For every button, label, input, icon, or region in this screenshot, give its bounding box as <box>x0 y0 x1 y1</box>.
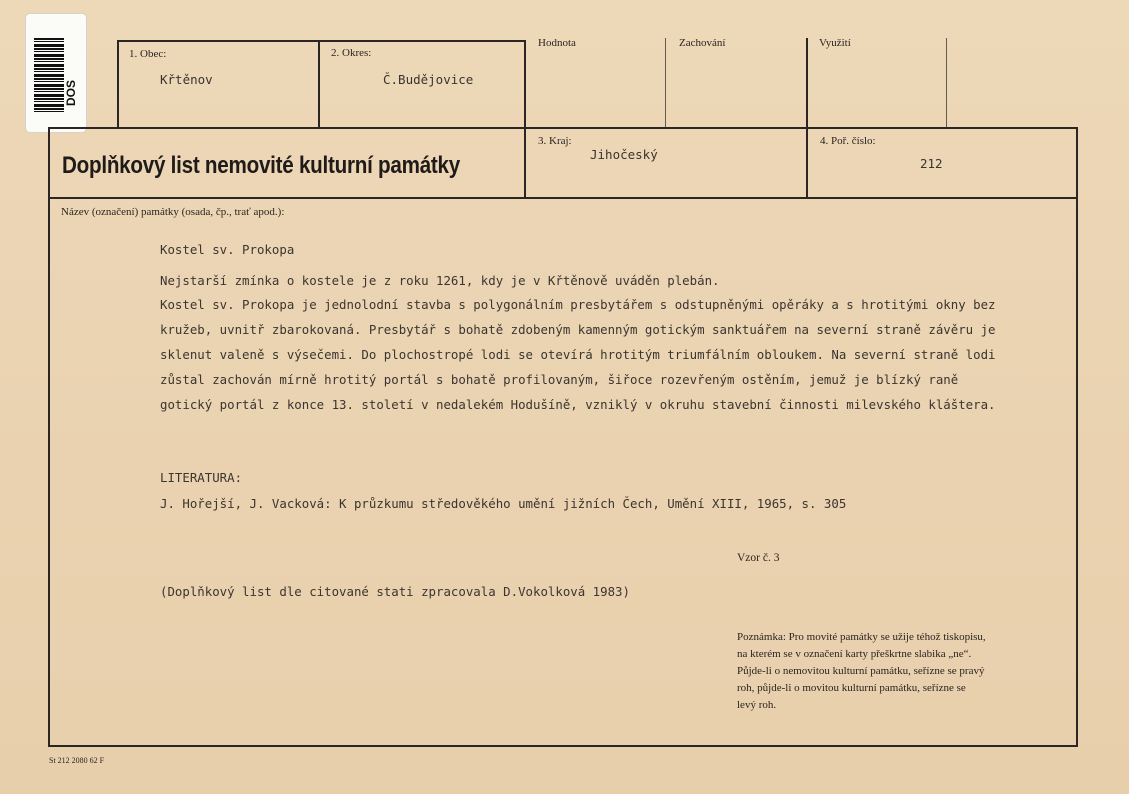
zachovani-label: Zachování <box>679 37 726 49</box>
literatura-label: LITERATURA: <box>160 470 243 485</box>
paragraph-line: sklenut valeně s výsečemi. Do plochostropé lodi se otevírá hrotitým triumfálním obloukem. Na severní straně lodi <box>160 347 996 362</box>
note-line: roh, půjde-li o movitou kulturní památku, seřízne se <box>737 682 966 694</box>
monument-name: Kostel sv. Prokopa <box>160 242 295 257</box>
rule <box>48 127 50 747</box>
rule <box>946 38 947 128</box>
rule <box>524 40 526 198</box>
rule <box>665 38 666 128</box>
kraj-value: Jihočeský <box>590 147 658 162</box>
barcode-sticker <box>25 13 87 133</box>
obec-label: 1. Obec: <box>129 48 167 60</box>
rule <box>117 40 119 128</box>
kraj-label: 3. Kraj: <box>538 135 572 147</box>
rule <box>117 40 526 42</box>
note-line: Půjde-li o nemovitou kulturní památku, seřízne se pravý <box>737 665 985 677</box>
literatura-text: J. Hořejší, J. Vacková: K průzkumu středověkého umění jižních Čech, Umění XIII, 1965, s. 305 <box>160 496 847 511</box>
paragraph-line: zůstal zachován mírně hrotitý portál s bohatě profilovaným, šiřoce rozevřeným ostěním, jemuž je blízký raně <box>160 372 959 387</box>
vzor-label: Vzor č. 3 <box>737 552 780 564</box>
form-code: St 212 2080 62 F <box>49 756 105 765</box>
rule <box>1076 127 1078 747</box>
nazev-label: Název (označení) památky (osada, čp., trať apod.): <box>61 206 285 218</box>
paragraph-line: kružeb, uvnitř zbarokovaná. Presbytář s bohatě zdobeným kamenným gotickým sanktuářem na severní straně závěru je <box>160 322 996 337</box>
zpracovala-text: (Doplňkový list dle citované stati zpracovala D.Vokolková 1983) <box>160 584 630 599</box>
note-line: levý roh. <box>737 699 777 711</box>
hodnota-label: Hodnota <box>538 37 576 49</box>
paragraph-line: gotický portál z konce 13. století v nedalekém Hodušíně, vzniklý v okruhu stavební činnosti milevského kláštera. <box>160 397 996 412</box>
paragraph-line: Nejstarší zmínka o kostele je z roku 1261, kdy je v Křtěnově uváděn plebán. <box>160 273 720 288</box>
sticker-label: DOS <box>64 79 78 106</box>
poradove-cislo-value: 212 <box>920 156 943 171</box>
rule <box>48 745 1078 747</box>
rule <box>48 127 1078 129</box>
obec-value: Křtěnov <box>160 72 213 87</box>
paragraph-line: Kostel sv. Prokopa je jednolodní stavba s polygonálním presbytářem s odstupněnými opěráky a s hrotitými okny bez <box>160 297 996 312</box>
barcode-icon <box>34 38 64 112</box>
okres-value: Č.Budějovice <box>383 72 474 87</box>
vyuziti-label: Využití <box>819 37 851 49</box>
note-line: Poznámka: Pro movité památky se užije téhož tiskopisu, <box>737 631 986 643</box>
document-title: Doplňkový list nemovité kulturní památky <box>62 152 460 179</box>
okres-label: 2. Okres: <box>331 47 372 59</box>
rule <box>806 38 808 198</box>
rule <box>48 197 1078 199</box>
rule <box>318 40 320 128</box>
poradove-cislo-label: 4. Poř. číslo: <box>820 135 876 147</box>
note-line: na kterém se v označení karty přeškrtne slabika „ne“. <box>737 648 972 660</box>
